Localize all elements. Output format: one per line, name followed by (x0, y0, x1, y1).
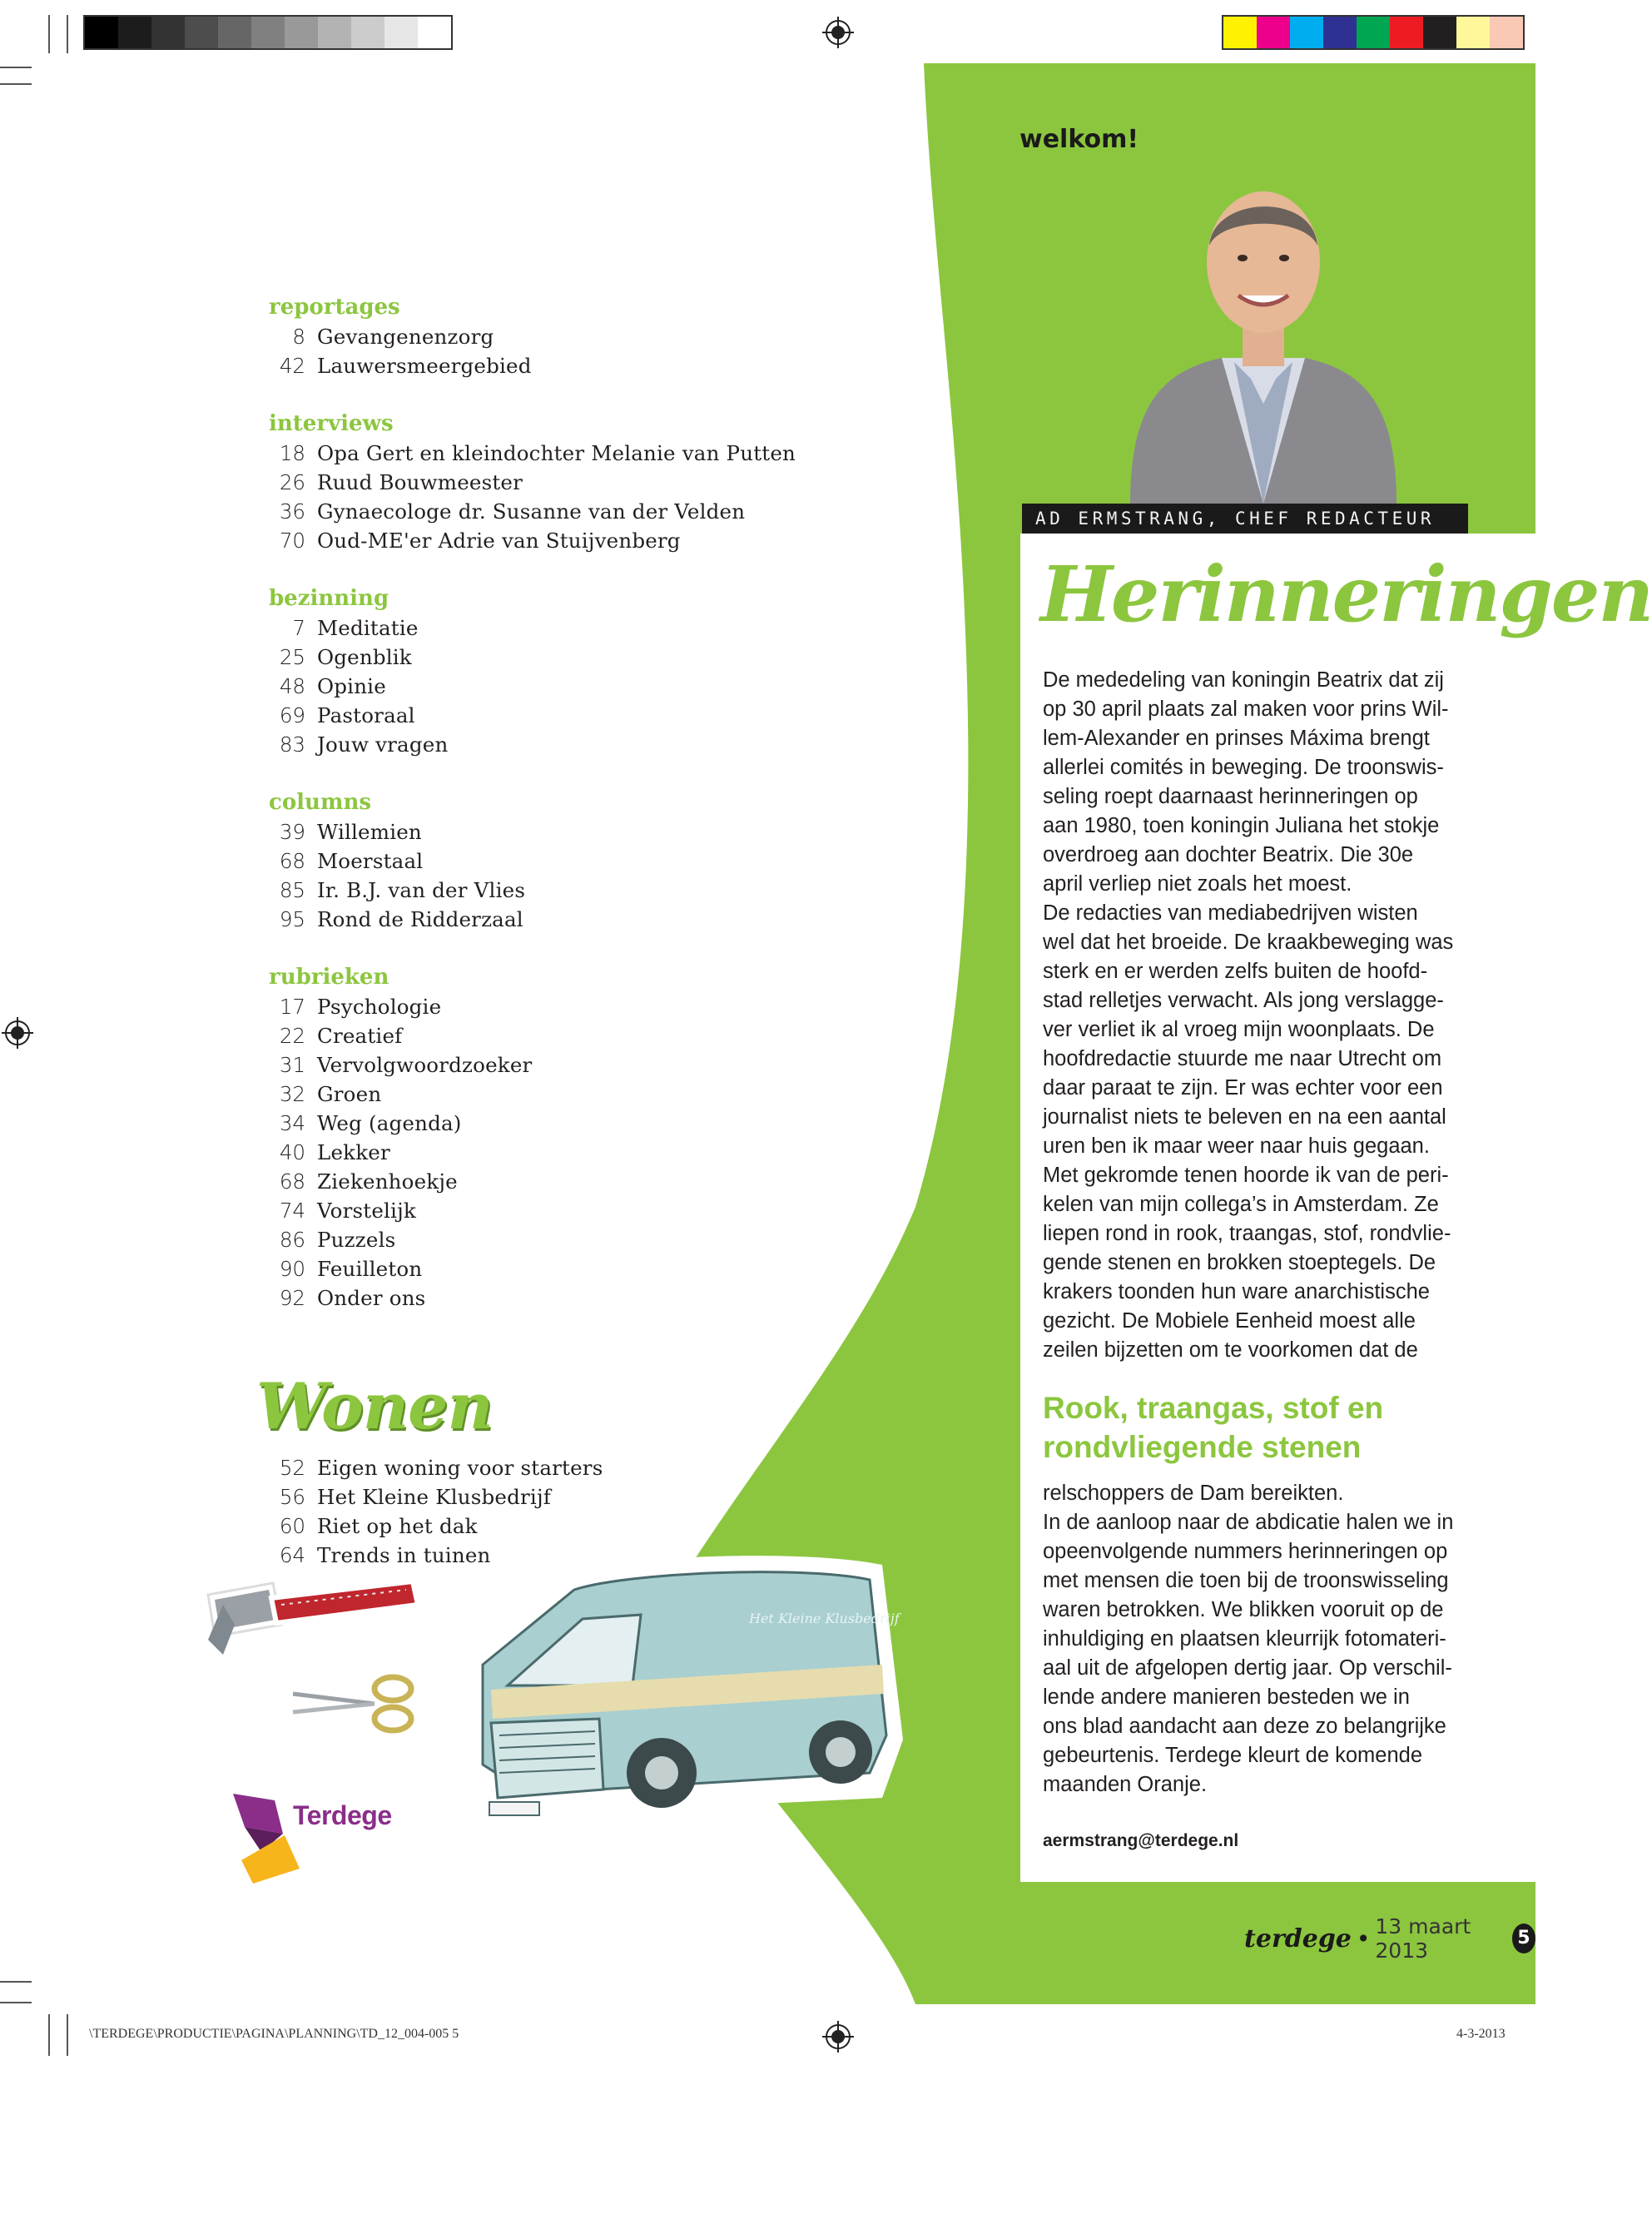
article-line: inhuldiging en plaatsen kleurrijk fotomateri- (1043, 1627, 1446, 1651)
toc-entry-title: Rond de Ridderzaal (317, 907, 523, 931)
toc-entry[interactable] (269, 1050, 918, 1080)
toc-page-number: 31 (279, 1053, 305, 1077)
article-line: overdroeg aan dochter Beatrix. Die 30e (1043, 843, 1414, 866)
toc-entry-title: Ruud Bouwmeester (317, 470, 523, 494)
toc-entry-title: Vorstelijk (317, 1199, 416, 1223)
toc-entry[interactable] (269, 497, 918, 526)
toc-entry-title: Groen (317, 1082, 382, 1106)
article-line: Met gekromde tenen hoorde ik van de peri- (1043, 1164, 1449, 1187)
toc-page-number: 34 (279, 1111, 305, 1135)
toc-entry[interactable] (269, 1482, 603, 1512)
toc-entry-title: Meditatie (317, 616, 419, 640)
toc-page-number: 69 (279, 703, 305, 727)
article-line: gezicht. De Mobiele Eenheid moest alle (1043, 1309, 1416, 1333)
toc-entry-title: Psychologie (317, 995, 442, 1019)
article-line: liepen rond in rook, traangas, stof, rondvlie- (1043, 1222, 1451, 1245)
toc-page-number: 90 (279, 1257, 305, 1281)
toc-entry[interactable] (269, 439, 918, 468)
toc-entry-title: Opa Gert en kleindochter Melanie van Putten (317, 441, 796, 465)
toc-entry[interactable] (269, 322, 918, 351)
toc-page-number: 95 (279, 907, 305, 931)
toc-entry-title: Feuilleton (317, 1257, 423, 1281)
van-illustration (449, 1548, 915, 1823)
toc-entry-title: Lauwersmeergebied (317, 354, 532, 378)
toc-entry[interactable] (269, 1167, 918, 1196)
article-line: hoofdredactie stuurde me naar Utrecht om (1043, 1047, 1442, 1070)
toc-entry-title: Pastoraal (317, 703, 415, 727)
toc-page-number: 48 (279, 674, 305, 698)
folio-separator: • (1356, 1924, 1371, 1953)
toc-entry[interactable] (269, 1080, 918, 1109)
toc-entry-title: Het Kleine Klusbedrijf (317, 1485, 552, 1509)
welcome-heading: welkom! (1019, 125, 1139, 154)
scissors-illustration (283, 1660, 424, 1744)
toc-entry-title: Moerstaal (317, 849, 424, 873)
toc-entry[interactable] (269, 1254, 918, 1283)
article-line: gende stenen en brokken stoeptegels. De (1043, 1251, 1436, 1274)
toc-entry[interactable] (269, 876, 918, 905)
toc-entry[interactable] (269, 1138, 918, 1167)
article-line: uren ben ik maar weer naar huis gegaan. (1043, 1134, 1430, 1158)
toc-entry-title: Lekker (317, 1140, 390, 1164)
toc-page-number: 7 (292, 616, 305, 640)
page-number-badge: 5 (1512, 1924, 1535, 1953)
article-line: aal uit de afgelopen dertig jaar. Op verschil- (1043, 1656, 1452, 1680)
toc-page-number: 18 (279, 441, 305, 465)
toc-page-number: 40 (279, 1140, 305, 1164)
toc-entry-title: Gynaecologe dr. Susanne van der Velden (317, 499, 746, 524)
toc-page-number: 8 (292, 325, 305, 349)
toc-entry-title: Creatief (317, 1024, 403, 1048)
article-line: seling roept daarnaast herinneringen op (1043, 785, 1418, 808)
toc-entry-title: Ogenblik (317, 645, 412, 669)
article-line: op 30 april plaats zal maken voor prins Wil- (1043, 697, 1449, 721)
toc-entry[interactable] (269, 613, 918, 643)
toc-entry[interactable] (269, 526, 918, 555)
article-body-bottom (1043, 1479, 1517, 1799)
toc-page-number: 52 (279, 1456, 305, 1480)
folio-date: 13 maart 2013 (1375, 1914, 1471, 1963)
article-line: wel dat het broeide. De kraakbeweging was (1043, 931, 1454, 954)
article-subhead: Rook, traangas, stof en rondvliegende stenen (1043, 1391, 1384, 1464)
toc-section-title: columns (269, 790, 372, 815)
toc-entry-title: Puzzels (317, 1228, 396, 1252)
article-line: journalist niets te beleven en na een aantal (1043, 1105, 1446, 1129)
article-line: allerlei comités in beweging. De troonswis- (1043, 756, 1444, 779)
article-line: gebeurtenis. Terdege kleurt de komende (1043, 1744, 1422, 1767)
toc-entry-title: Eigen woning voor starters (317, 1456, 603, 1480)
toc-page-number: 36 (279, 499, 305, 524)
toc-page-number: 92 (279, 1286, 305, 1310)
toc-entry-title: Willemien (317, 820, 422, 844)
toc-page-number: 25 (279, 645, 305, 669)
article-line: maanden Oranje. (1043, 1773, 1208, 1796)
article-line: sterk en er werden zelfs buiten de hoofd- (1043, 960, 1428, 983)
toc-entry-title: Trends in tuinen (317, 1543, 491, 1567)
toc-entry-title: Ziekenhoekje (317, 1169, 458, 1194)
toc-entry-title: Riet op het dak (317, 1514, 478, 1538)
toc-entry-title: Oud-ME'er Adrie van Stuijvenberg (317, 529, 681, 553)
toc-entry[interactable] (269, 1283, 918, 1313)
toc-entry[interactable] (269, 1453, 603, 1482)
toc-entry-title: Jouw vragen (317, 732, 449, 757)
toc-entry[interactable] (269, 730, 918, 759)
photo-caption: AD ERMSTRANG, CHEF REDACTEUR (1022, 504, 1468, 534)
article-line: zeilen bijzetten om te voorkomen dat de (1043, 1338, 1418, 1362)
toc-page-number: 22 (279, 1024, 305, 1048)
toc-entry-title: Gevangenenzorg (317, 325, 494, 349)
article-line: opeenvolgende nummers herinneringen op (1043, 1540, 1448, 1563)
toc-entry[interactable] (269, 351, 918, 380)
toc-entry[interactable] (269, 672, 918, 701)
toc-page-number: 64 (279, 1543, 305, 1567)
toc-page-number: 86 (279, 1228, 305, 1252)
article-line: lende andere manieren besteden we in (1043, 1685, 1410, 1709)
toc-entry-title: Weg (agenda) (317, 1111, 462, 1135)
van-lettering: Het Kleine Klusbedrijf (749, 1611, 900, 1626)
article-line: relschoppers de Dam bereikten. (1043, 1482, 1344, 1505)
toc-page-number: 42 (279, 354, 305, 378)
toc-entry[interactable] (269, 643, 918, 672)
toc-entry[interactable] (269, 1021, 918, 1050)
toc-entry[interactable] (269, 1196, 918, 1225)
toc-page-number: 68 (279, 849, 305, 873)
article-headline: Herinneringen (1040, 549, 1652, 639)
toc-entry[interactable] (269, 846, 918, 876)
article-line: kelen van mijn collega’s in Amsterdam. Ze (1043, 1193, 1439, 1216)
editor-portrait-photo (1097, 154, 1430, 504)
article-line: De mededeling van koningin Beatrix dat zij (1043, 668, 1444, 692)
article-line: waren betrokken. We blikken vooruit op de (1043, 1598, 1444, 1621)
article-line: krakers toonden hun ware anarchistische (1043, 1280, 1430, 1303)
terdege-logo-text: Terdege (293, 1800, 392, 1830)
toc-entry[interactable] (269, 817, 918, 846)
toc-section-title: bezinning (269, 586, 389, 611)
article-line: april verliep niet zoals het moest. (1043, 872, 1352, 896)
article-line: In de aanloop naar de abdicatie halen we in (1043, 1511, 1454, 1534)
slug-date: 4-3-2013 (1456, 2027, 1506, 2041)
toc-section-title: reportages (269, 295, 400, 320)
wonen-heading: Wonen (256, 1369, 493, 1443)
hammer-illustration (198, 1575, 423, 1670)
toc-entry-title: Ir. B.J. van der Vlies (317, 878, 526, 902)
article-line: met mensen die toen bij de troonswisseling (1043, 1569, 1449, 1592)
toc-entry-title: Onder ons (317, 1286, 426, 1310)
table-of-contents (269, 293, 918, 1313)
toc-page-number: 83 (279, 732, 305, 757)
toc-entry-title: Opinie (317, 674, 386, 698)
toc-page-number: 60 (279, 1514, 305, 1538)
article-line: ver verliet ik al vroeg mijn woonplaats. De (1043, 1018, 1435, 1041)
toc-entry[interactable] (269, 905, 918, 934)
author-email-link[interactable]: aermstrang@terdege.nl (1043, 1831, 1239, 1850)
toc-section-title: rubrieken (269, 965, 389, 990)
toc-entry[interactable] (269, 1225, 918, 1254)
toc-entry[interactable] (269, 992, 918, 1021)
toc-section-title: interviews (269, 411, 394, 436)
page-folio (1244, 1914, 1535, 1963)
article-line: lem-Alexander en prinses Máxima brengt (1043, 727, 1430, 750)
toc-page-number: 74 (279, 1199, 305, 1223)
toc-entry[interactable] (269, 701, 918, 730)
toc-page-number: 56 (279, 1485, 305, 1509)
article-line: De redacties van mediabedrijven wisten (1043, 901, 1418, 925)
toc-page-number: 85 (279, 878, 305, 902)
article-line: ons blad aandacht aan deze zo belangrijke (1043, 1715, 1446, 1738)
article-line: stad relletjes verwacht. Als jong verslagge- (1043, 989, 1444, 1012)
toc-page-number: 32 (279, 1082, 305, 1106)
article-line: aan 1980, toen koningin Juliana het stokje (1043, 814, 1440, 837)
toc-entry[interactable] (269, 1109, 918, 1138)
toc-entry-title: Vervolgwoordzoeker (317, 1053, 533, 1077)
toc-page-number: 26 (279, 470, 305, 494)
toc-page-number: 17 (279, 995, 305, 1019)
article-body-top (1043, 666, 1517, 1365)
folio-brand: terdege (1244, 1924, 1352, 1953)
toc-entry[interactable] (269, 468, 918, 497)
toc-page-number: 68 (279, 1169, 305, 1194)
toc-entry[interactable] (269, 1512, 603, 1541)
article-line: daar paraat te zijn. Er was echter voor een (1043, 1076, 1443, 1100)
toc-page-number: 70 (279, 529, 305, 553)
toc-page-number: 39 (279, 820, 305, 844)
slug-file-path: \TERDEGE\PRODUCTIE\PAGINA\PLANNING\TD_12_004-005 5 (89, 2027, 459, 2041)
